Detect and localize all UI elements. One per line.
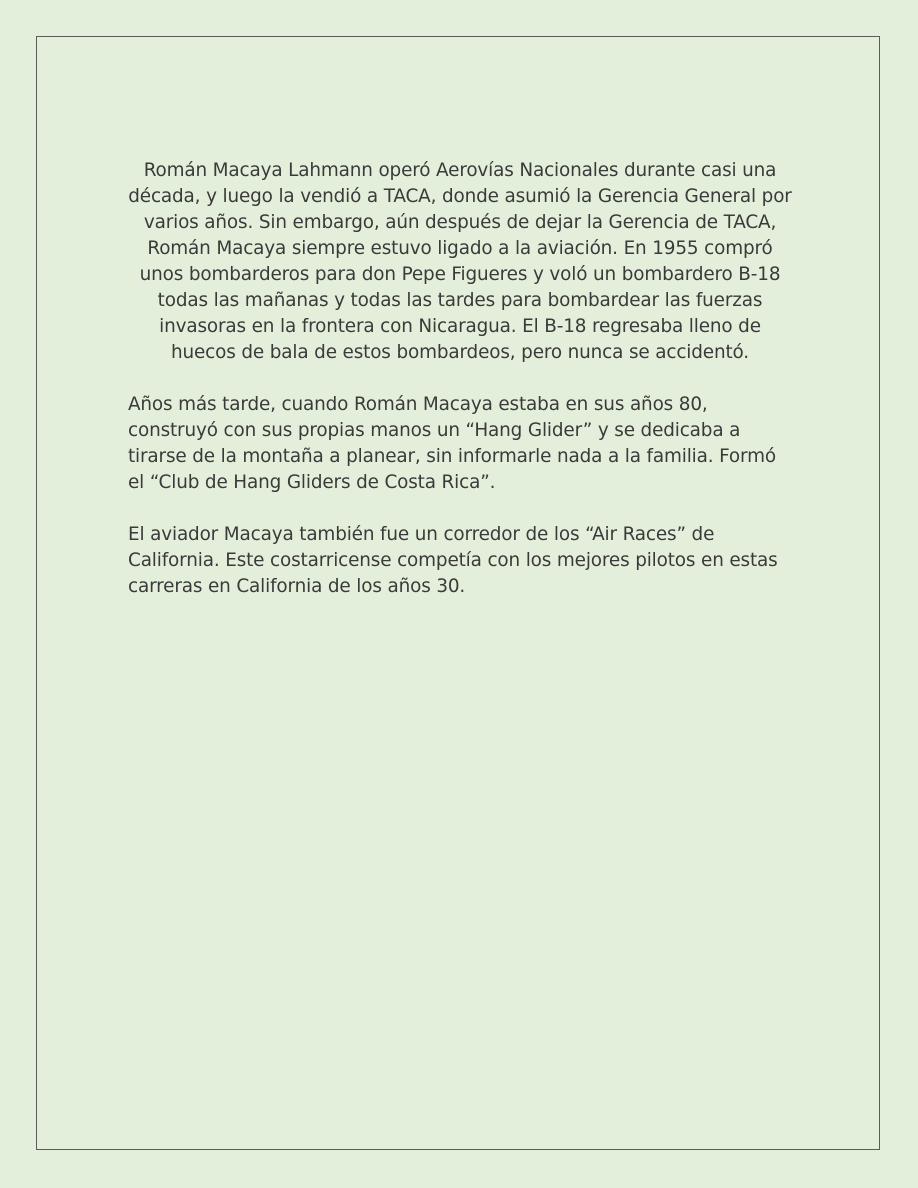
paragraph-aerovias: Román Macaya Lahmann operó Aerovías Nacionales durante casi una década, y luego la vendió a TACA, donde asumió la Gerencia General por varios años. Sin embargo, aún después de dejar la Gerencia de TACA, Román Macaya siempre estuvo ligado a la aviación. En 1955 compró unos bombarderos para don Pepe Figueres y voló un bombardero B-18 todas las mañanas y todas las tardes para bombardear las fuerzas invasoras en la frontera con Nicaragua. El B-18 regresaba lleno de huecos de bala de estos bombardeos, pero nunca se accidentó. [128,160,792,363]
paragraph-air-races: El aviador Macaya también fue un corredor de los “Air Races” de California. Este costarricense competía con los mejores pilotos en estas carreras en California de los años 30. [128,524,778,597]
paragraph-hang-glider: Años más tarde, cuando Román Macaya estaba en sus años 80, construyó con sus propias manos un “Hang Glider” y se dedicaba a tirarse de la montaña a planear, sin informarle nada a la familia. Formó el “Club de Hang Gliders de Costa Rica”. [128,394,776,493]
document-body [128,158,792,626]
